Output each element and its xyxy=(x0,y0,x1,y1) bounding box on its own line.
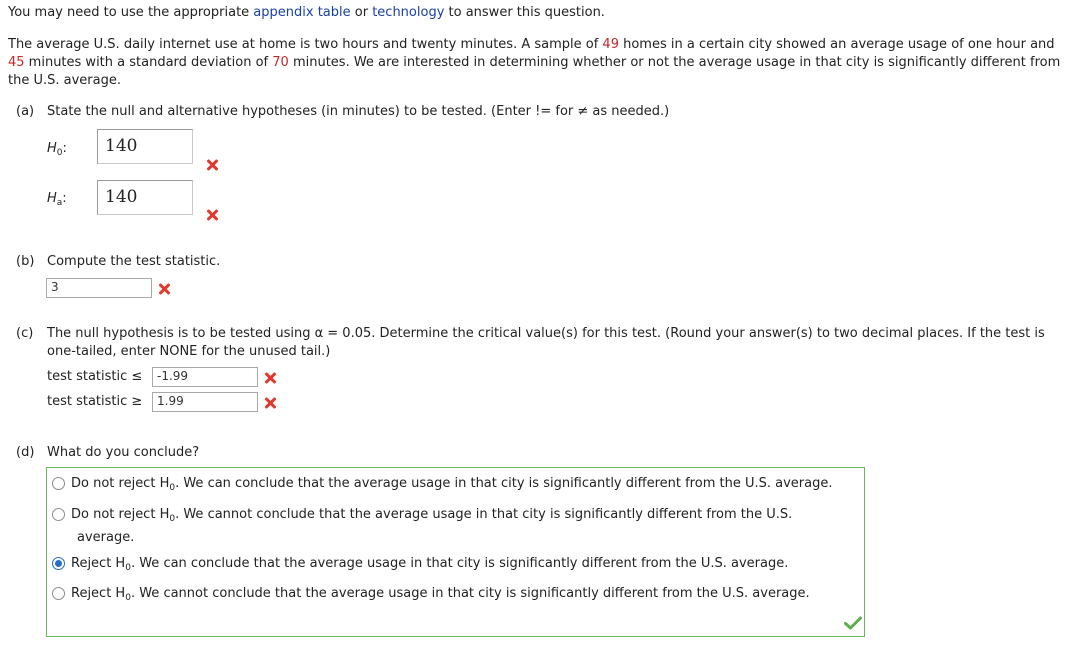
option-2-label[interactable]: Do not reject $H_0$. We cannot conclude that the average usage in that city is significantly different from the U.S. xyxy=(71,507,793,524)
ha-label: $H_a$: xyxy=(47,191,67,208)
sample-mean-value: 45 xyxy=(8,55,25,70)
check-mark-icon xyxy=(844,616,862,630)
option-3-label[interactable]: Reject $H_0$. We can conclude that the average usage in that city is significantly different from the U.S. average. xyxy=(71,556,789,573)
appendix-table-link[interactable]: appendix table xyxy=(253,5,351,20)
option-1-radio[interactable] xyxy=(52,477,65,490)
x-mark-icon xyxy=(263,371,277,385)
upper-critical-input[interactable]: 1.99 xyxy=(152,392,258,412)
part-c-line2: one-tailed, enter NONE for the unused tail.) xyxy=(47,344,331,359)
problem-statement: The average U.S. daily internet use at home is two hours and twenty minutes. A sample of 49 homes in a certain city showed an average usage of one hour and 45 minutes with a standard deviation of 70 minutes. We are interested in determining whether or not the average usage in that city is significantly different from the U.S. average. xyxy=(8,37,1061,88)
option-4-label[interactable]: Reject $H_0$. We cannot conclude that the average usage in that city is significantly different from the U.S. average. xyxy=(71,586,810,603)
h0-input[interactable]: 140 xyxy=(97,129,193,164)
part-a-text: State the null and alternative hypotheses (in minutes) to be tested. (Enter != for ≠ as needed.) xyxy=(47,104,670,119)
x-mark-icon xyxy=(157,282,171,296)
lower-critical-input[interactable]: -1.99 xyxy=(152,367,258,387)
part-b-text: Compute the test statistic. xyxy=(47,254,221,269)
std-dev-value: 70 xyxy=(272,55,289,70)
part-c-label: (c) xyxy=(16,326,34,341)
part-a-label: (a) xyxy=(16,104,35,119)
test-statistic-input[interactable]: 3 xyxy=(46,278,152,298)
option-3-radio[interactable] xyxy=(52,557,65,570)
ha-input[interactable]: 140 xyxy=(97,180,193,215)
option-2-radio[interactable] xyxy=(52,508,65,521)
intro-line: You may need to use the appropriate appendix table or technology to answer this question. xyxy=(8,5,605,20)
option-1-label[interactable]: Do not reject $H_0$. We can conclude that the average usage in that city is significantly different from the U.S. average. xyxy=(71,476,833,493)
part-d-label: (d) xyxy=(16,445,35,460)
option-2-label-cont: average. xyxy=(77,530,135,545)
sample-size-value: 49 xyxy=(602,37,619,52)
x-mark-icon xyxy=(205,208,219,222)
technology-link[interactable]: technology xyxy=(372,5,445,20)
h0-label: $H_0$: xyxy=(47,141,67,158)
part-b-label: (b) xyxy=(16,254,35,269)
lower-critical-label: test statistic ≤ xyxy=(47,369,143,384)
upper-critical-label: test statistic ≥ xyxy=(47,394,143,409)
part-d-text: What do you conclude? xyxy=(47,445,200,460)
x-mark-icon xyxy=(263,396,277,410)
x-mark-icon xyxy=(205,158,219,172)
part-c-line1: The null hypothesis is to be tested using α = 0.05. Determine the critical value(s) for this test. (Round your answer(s) to two decimal places. If the test is xyxy=(47,326,1045,341)
option-4-radio[interactable] xyxy=(52,587,65,600)
